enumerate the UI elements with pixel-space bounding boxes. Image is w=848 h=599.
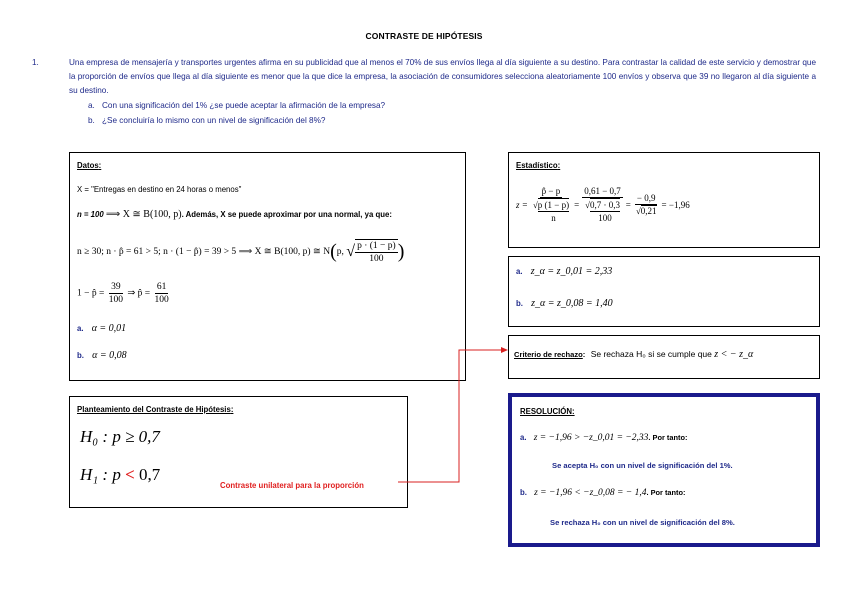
resolucion-b-label: b. [520,488,527,497]
alpha-b-value: α = 0,08 [92,350,127,361]
stat-den-2: 0,7 · 0,3 [589,200,620,210]
question-b-text: ¿Se concluiría lo mismo con un nivel de significación del 8%? [102,116,326,125]
z-symbol: z = [516,199,528,210]
complement-mid: ⇒ p̂ = [127,288,151,299]
resolucion-heading: RESOLUCIÓN: [520,407,575,416]
resolucion-a-tail: . Por tanto: [648,433,688,442]
criterio-condition: z < − z_α [714,349,754,360]
question-a-text: Con una significación del 1% ¿se puede aceptar la afirmación de la empresa? [102,101,386,110]
resolucion-a-label: a. [520,433,527,442]
resolucion-b-math: z = −1,96 < −z_0,08 = − 1,4 [534,488,647,498]
n-equation: n = 100 [77,210,104,219]
alpha-a-label: a. [77,324,84,333]
arrow-head-icon [501,347,508,353]
resolucion-a-conclusion: Se acepta H₀ con un nivel de significación del 1%. [552,461,733,470]
critical-b-value: z_α = z_0,08 = 1,40 [531,298,613,309]
sqrt-numerator: p · (1 − p) [357,241,396,251]
alpha-a-value: α = 0,01 [91,323,127,334]
normal-approx-text: . Además, X se puede aproximar por una normal, ya que: [181,210,392,219]
complement-den: 100 [108,295,123,305]
stat-num-1: p̂ − p [541,186,561,196]
critical-a-value: z_α = z_0,01 = 2,33 [530,266,613,277]
conditions-text: n ≥ 30; n · p̂ = 61 > 5; n · (1 − p̂) = 39 > 5 [77,247,237,258]
question-a-label: a. [88,101,95,110]
sqrt-denominator: 100 [369,254,384,264]
normal-mean: p [336,247,342,258]
conditions-line: n ≥ 30; n · p̂ = 61 > 5; n · (1 − p̂) = 39 > 5 ⟹ X ≅ B(100, p) ≅ N(p, √ $\frac{p \cdot (1 - p)}{100}$ ) [77,240,405,264]
alternative-hypothesis: H₁ : p < 0,7 [80,465,161,484]
problem-number: 1. [32,58,39,67]
page-title: CONTRASTE DE HIPÓTESIS [365,31,483,41]
problem-text: Una empresa de mensajería y transportes urgentes afirma en su publicidad que al menos el 70% de sus envíos llega al día siguiente a su destino. Para contrastar la calidad de este servicio y demostrar que la proporción de envíos que llega al día siguiente es menor que la que dice la empresa, la asociación de consumidores selecciona aleatoriamente 100 envíos y observa que 39 no llegaron al día siguiente a su destino. [69,58,816,95]
stat-den-1b: n [551,213,556,223]
planteamiento-heading: Planteamiento del Contraste de Hipótesis: [77,405,234,414]
critical-b-label: b. [516,299,523,308]
complement-lhs: 1 − p̂ = [77,288,105,299]
stat-num-2: 0,61 − 0,7 [584,186,621,196]
less-than-sign: < [125,465,135,484]
stat-result: = −1,96 [661,199,690,210]
alpha-b-label: b. [77,351,84,360]
null-hypothesis: H₀ : p ≥ 0,7 [80,427,160,446]
stat-den-3: 0,21 [640,206,657,216]
criterio-line: Criterio de rechazo: Se rechaza H₀ si se cumple que z < − z_α [514,349,754,360]
connector-line [398,350,505,482]
phat-num: 61 [156,282,167,292]
stat-den-2b: 100 [598,213,612,223]
resolucion-b-line [520,488,685,498]
unilateral-note: Contraste unilateral para la proporción [220,481,364,490]
critical-a-label: a. [516,267,523,276]
normal-model: X ≅ B(100, p) ≅ N [254,247,331,258]
binomial-model: X ≅ B(100, p) [122,209,182,220]
complement-num: 39 [111,282,121,292]
x-definition: X = "Entregas en destino en 24 horas o menos" [77,185,242,194]
stat-num-3: − 0,9 [636,193,656,203]
resolucion-a-line [520,433,687,443]
criterio-text: Se rechaza H₀ si se cumple que [590,349,712,359]
question-b-label: b. [88,116,95,125]
resolucion-b-conclusion: Se rechaza H₀ con un nivel de significación del 8%. [550,518,735,527]
resolucion-a-math: z = −1,96 > −z_0,01 = −2,33 [533,433,649,443]
criterio-heading: Criterio de rechazo [514,350,583,359]
statistic-formula: z = p̂ − p √ $\frac{p (1 - p)}{n}$ = 0,61 − 0,7 √ $\frac{0,7 \cdot 0,3}{100}$ = $\frac{- 0,9}{√0,21}$ = −1,96 [516,186,690,223]
datos-heading: Datos: [77,161,102,170]
phat-den: 100 [154,295,169,305]
sample-size-line: n = 100 ⟹ X ≅ B(100, p). Además, X se puede aproximar por una normal, ya que: [77,209,392,220]
resolucion-b-tail: . Por tanto: [646,488,686,497]
stat-den-1: p (1 − p) [537,200,570,210]
resolucion-box [508,393,820,547]
estadistico-heading: Estadístico: [516,161,561,170]
